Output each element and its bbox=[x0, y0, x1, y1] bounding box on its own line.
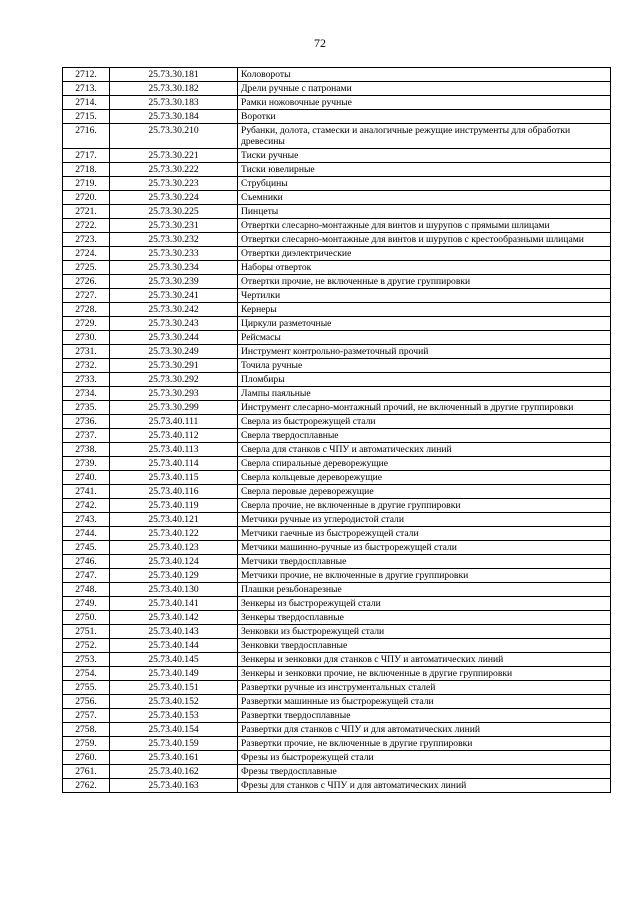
name-cell: Дрели ручные с патронами bbox=[238, 82, 611, 96]
row-number-cell: 2721. bbox=[63, 205, 110, 219]
code-cell: 25.73.30.242 bbox=[110, 303, 238, 317]
name-cell: Циркули разметочные bbox=[238, 317, 611, 331]
row-number-cell: 2713. bbox=[63, 82, 110, 96]
table-row bbox=[63, 751, 611, 765]
code-cell: 25.73.30.224 bbox=[110, 191, 238, 205]
row-number-cell: 2738. bbox=[63, 443, 110, 457]
name-cell: Метчики гаечные из быстрорежущей стали bbox=[238, 527, 611, 541]
code-cell: 25.73.40.151 bbox=[110, 681, 238, 695]
row-number-cell: 2750. bbox=[63, 611, 110, 625]
table-row bbox=[63, 219, 611, 233]
row-number-cell: 2716. bbox=[63, 124, 110, 149]
code-cell: 25.73.40.112 bbox=[110, 429, 238, 443]
name-cell: Развертки машинные из быстрорежущей стали bbox=[238, 695, 611, 709]
table-row bbox=[63, 709, 611, 723]
name-cell: Плашки резьбонарезные bbox=[238, 583, 611, 597]
name-cell: Сверла кольцевые дереворежущие bbox=[238, 471, 611, 485]
code-cell: 25.73.30.292 bbox=[110, 373, 238, 387]
name-cell: Сверла для станков с ЧПУ и автоматических линий bbox=[238, 443, 611, 457]
code-cell: 25.73.40.115 bbox=[110, 471, 238, 485]
table-row bbox=[63, 639, 611, 653]
table-row bbox=[63, 723, 611, 737]
page-number: 72 bbox=[314, 36, 326, 50]
table-row bbox=[63, 68, 611, 82]
table-row bbox=[63, 345, 611, 359]
code-cell: 25.73.40.119 bbox=[110, 499, 238, 513]
row-number-cell: 2755. bbox=[63, 681, 110, 695]
code-cell: 25.73.40.159 bbox=[110, 737, 238, 751]
name-cell: Фрезы твердосплавные bbox=[238, 765, 611, 779]
row-number-cell: 2735. bbox=[63, 401, 110, 415]
code-cell: 25.73.40.111 bbox=[110, 415, 238, 429]
table-row bbox=[63, 163, 611, 177]
name-cell: Точила ручные bbox=[238, 359, 611, 373]
table-row bbox=[63, 681, 611, 695]
name-cell: Тиски ювелирные bbox=[238, 163, 611, 177]
row-number-cell: 2712. bbox=[63, 68, 110, 82]
name-cell: Метчики ручные из углеродистой стали bbox=[238, 513, 611, 527]
table-row bbox=[63, 415, 611, 429]
table-row bbox=[63, 359, 611, 373]
name-cell: Наборы отверток bbox=[238, 261, 611, 275]
name-cell: Отвертки прочие, не включенные в другие группировки bbox=[238, 275, 611, 289]
name-cell: Зенковки из быстрорежущей стали bbox=[238, 625, 611, 639]
row-number-cell: 2729. bbox=[63, 317, 110, 331]
name-cell: Инструмент слесарно-монтажный прочий, не включенный в другие группировки bbox=[238, 401, 611, 415]
code-cell: 25.73.30.225 bbox=[110, 205, 238, 219]
row-number-cell: 2754. bbox=[63, 667, 110, 681]
row-number-cell: 2724. bbox=[63, 247, 110, 261]
table-row bbox=[63, 149, 611, 163]
row-number-cell: 2737. bbox=[63, 429, 110, 443]
code-cell: 25.73.40.114 bbox=[110, 457, 238, 471]
row-number-cell: 2727. bbox=[63, 289, 110, 303]
name-cell: Зенкеры и зенковки для станков с ЧПУ и автоматических линий bbox=[238, 653, 611, 667]
table-row bbox=[63, 597, 611, 611]
row-number-cell: 2743. bbox=[63, 513, 110, 527]
table-row bbox=[63, 695, 611, 709]
name-cell: Воротки bbox=[238, 110, 611, 124]
code-cell: 25.73.30.231 bbox=[110, 219, 238, 233]
table-row bbox=[63, 457, 611, 471]
code-cell: 25.73.40.122 bbox=[110, 527, 238, 541]
row-number-cell: 2732. bbox=[63, 359, 110, 373]
table-row bbox=[63, 667, 611, 681]
code-cell: 25.73.30.234 bbox=[110, 261, 238, 275]
table-row bbox=[63, 583, 611, 597]
name-cell: Сверла из быстрорежущей стали bbox=[238, 415, 611, 429]
code-cell: 25.73.40.153 bbox=[110, 709, 238, 723]
code-cell: 25.73.30.291 bbox=[110, 359, 238, 373]
row-number-cell: 2720. bbox=[63, 191, 110, 205]
row-number-cell: 2740. bbox=[63, 471, 110, 485]
code-cell: 25.73.30.299 bbox=[110, 401, 238, 415]
row-number-cell: 2736. bbox=[63, 415, 110, 429]
table-row bbox=[63, 247, 611, 261]
name-cell: Струбцины bbox=[238, 177, 611, 191]
code-cell: 25.73.40.149 bbox=[110, 667, 238, 681]
code-cell: 25.73.30.222 bbox=[110, 163, 238, 177]
row-number-cell: 2748. bbox=[63, 583, 110, 597]
code-cell: 25.73.40.163 bbox=[110, 779, 238, 793]
code-cell: 25.73.30.183 bbox=[110, 96, 238, 110]
row-number-cell: 2739. bbox=[63, 457, 110, 471]
row-number-cell: 2756. bbox=[63, 695, 110, 709]
row-number-cell: 2725. bbox=[63, 261, 110, 275]
code-cell: 25.73.40.141 bbox=[110, 597, 238, 611]
table-row bbox=[63, 275, 611, 289]
table-row bbox=[63, 96, 611, 110]
table-row bbox=[63, 765, 611, 779]
row-number-cell: 2752. bbox=[63, 639, 110, 653]
code-cell: 25.73.40.161 bbox=[110, 751, 238, 765]
code-cell: 25.73.30.232 bbox=[110, 233, 238, 247]
code-cell: 25.73.30.249 bbox=[110, 345, 238, 359]
row-number-cell: 2731. bbox=[63, 345, 110, 359]
row-number-cell: 2717. bbox=[63, 149, 110, 163]
name-cell: Пломбиры bbox=[238, 373, 611, 387]
code-cell: 25.73.40.121 bbox=[110, 513, 238, 527]
table-row bbox=[63, 429, 611, 443]
row-number-cell: 2757. bbox=[63, 709, 110, 723]
row-number-cell: 2742. bbox=[63, 499, 110, 513]
row-number-cell: 2751. bbox=[63, 625, 110, 639]
code-cell: 25.73.40.144 bbox=[110, 639, 238, 653]
row-number-cell: 2719. bbox=[63, 177, 110, 191]
table-row bbox=[63, 527, 611, 541]
row-number-cell: 2762. bbox=[63, 779, 110, 793]
code-cell: 25.73.40.124 bbox=[110, 555, 238, 569]
code-cell: 25.73.30.221 bbox=[110, 149, 238, 163]
table-row bbox=[63, 261, 611, 275]
name-cell: Отвертки диэлектрические bbox=[238, 247, 611, 261]
table-row bbox=[63, 499, 611, 513]
table-row bbox=[63, 82, 611, 96]
code-cell: 25.73.40.145 bbox=[110, 653, 238, 667]
table-row bbox=[63, 317, 611, 331]
code-cell: 25.73.30.210 bbox=[110, 124, 238, 149]
code-cell: 25.73.30.182 bbox=[110, 82, 238, 96]
table-row bbox=[63, 191, 611, 205]
row-number-cell: 2741. bbox=[63, 485, 110, 499]
table-row bbox=[63, 569, 611, 583]
code-cell: 25.73.30.293 bbox=[110, 387, 238, 401]
row-number-cell: 2714. bbox=[63, 96, 110, 110]
row-number-cell: 2753. bbox=[63, 653, 110, 667]
table-row bbox=[63, 387, 611, 401]
name-cell: Тиски ручные bbox=[238, 149, 611, 163]
code-cell: 25.73.30.243 bbox=[110, 317, 238, 331]
name-cell: Метчики твердосплавные bbox=[238, 555, 611, 569]
table-row bbox=[63, 401, 611, 415]
table-row bbox=[63, 331, 611, 345]
table-row bbox=[63, 653, 611, 667]
table-row bbox=[63, 485, 611, 499]
row-number-cell: 2759. bbox=[63, 737, 110, 751]
table-row bbox=[63, 737, 611, 751]
code-cell: 25.73.40.154 bbox=[110, 723, 238, 737]
name-cell: Фрезы из быстрорежущей стали bbox=[238, 751, 611, 765]
table-row bbox=[63, 513, 611, 527]
table-row bbox=[63, 555, 611, 569]
name-cell: Развертки твердосплавные bbox=[238, 709, 611, 723]
name-cell: Зенкеры и зенковки прочие, не включенные в другие группировки bbox=[238, 667, 611, 681]
name-cell: Кернеры bbox=[238, 303, 611, 317]
code-cell: 25.73.40.129 bbox=[110, 569, 238, 583]
code-cell: 25.73.40.162 bbox=[110, 765, 238, 779]
name-cell: Отвертки слесарно-монтажные для винтов и шурупов с прямыми шлицами bbox=[238, 219, 611, 233]
name-cell: Зенкеры из быстрорежущей стали bbox=[238, 597, 611, 611]
code-cell: 25.73.30.233 bbox=[110, 247, 238, 261]
name-cell: Зенковки твердосплавные bbox=[238, 639, 611, 653]
code-cell: 25.73.30.184 bbox=[110, 110, 238, 124]
name-cell: Развертки ручные из инструментальных сталей bbox=[238, 681, 611, 695]
row-number-cell: 2749. bbox=[63, 597, 110, 611]
table-row bbox=[63, 443, 611, 457]
name-cell: Метчики машинно-ручные из быстрорежущей стали bbox=[238, 541, 611, 555]
code-cell: 25.73.40.130 bbox=[110, 583, 238, 597]
code-cell: 25.73.30.239 bbox=[110, 275, 238, 289]
row-number-cell: 2718. bbox=[63, 163, 110, 177]
registry-table bbox=[62, 67, 611, 793]
table-row bbox=[63, 110, 611, 124]
table-row bbox=[63, 233, 611, 247]
name-cell: Отвертки слесарно-монтажные для винтов и шурупов с крестообразными шлицами bbox=[238, 233, 611, 247]
table-row bbox=[63, 289, 611, 303]
name-cell: Рамки ножовочные ручные bbox=[238, 96, 611, 110]
name-cell: Рубанки, долота, стамески и аналогичные режущие инструменты для обработки древесины bbox=[238, 124, 611, 149]
name-cell: Чертилки bbox=[238, 289, 611, 303]
row-number-cell: 2715. bbox=[63, 110, 110, 124]
row-number-cell: 2728. bbox=[63, 303, 110, 317]
row-number-cell: 2744. bbox=[63, 527, 110, 541]
name-cell: Развертки для станков с ЧПУ и для автоматических линий bbox=[238, 723, 611, 737]
row-number-cell: 2758. bbox=[63, 723, 110, 737]
row-number-cell: 2726. bbox=[63, 275, 110, 289]
row-number-cell: 2722. bbox=[63, 219, 110, 233]
code-cell: 25.73.30.241 bbox=[110, 289, 238, 303]
code-cell: 25.73.30.181 bbox=[110, 68, 238, 82]
row-number-cell: 2734. bbox=[63, 387, 110, 401]
code-cell: 25.73.30.223 bbox=[110, 177, 238, 191]
table-row bbox=[63, 471, 611, 485]
table-row bbox=[63, 373, 611, 387]
name-cell: Пинцеты bbox=[238, 205, 611, 219]
name-cell: Сверла твердосплавные bbox=[238, 429, 611, 443]
table-row bbox=[63, 541, 611, 555]
table-row bbox=[63, 177, 611, 191]
registry-table-body bbox=[63, 68, 611, 793]
name-cell: Сверла перовые дереворежущие bbox=[238, 485, 611, 499]
name-cell: Зенкеры твердосплавные bbox=[238, 611, 611, 625]
row-number-cell: 2746. bbox=[63, 555, 110, 569]
code-cell: 25.73.40.142 bbox=[110, 611, 238, 625]
row-number-cell: 2723. bbox=[63, 233, 110, 247]
name-cell: Фрезы для станков с ЧПУ и для автоматических линий bbox=[238, 779, 611, 793]
name-cell: Рейсмасы bbox=[238, 331, 611, 345]
code-cell: 25.73.40.113 bbox=[110, 443, 238, 457]
row-number-cell: 2730. bbox=[63, 331, 110, 345]
code-cell: 25.73.40.143 bbox=[110, 625, 238, 639]
name-cell: Сверла спиральные дереворежущие bbox=[238, 457, 611, 471]
code-cell: 25.73.40.123 bbox=[110, 541, 238, 555]
name-cell: Сверла прочие, не включенные в другие группировки bbox=[238, 499, 611, 513]
name-cell: Развертки прочие, не включенные в другие группировки bbox=[238, 737, 611, 751]
table-row bbox=[63, 625, 611, 639]
code-cell: 25.73.30.244 bbox=[110, 331, 238, 345]
table-row bbox=[63, 124, 611, 149]
table-row bbox=[63, 779, 611, 793]
row-number-cell: 2747. bbox=[63, 569, 110, 583]
table-row bbox=[63, 303, 611, 317]
row-number-cell: 2745. bbox=[63, 541, 110, 555]
table-row bbox=[63, 205, 611, 219]
row-number-cell: 2761. bbox=[63, 765, 110, 779]
name-cell: Коловороты bbox=[238, 68, 611, 82]
code-cell: 25.73.40.116 bbox=[110, 485, 238, 499]
row-number-cell: 2733. bbox=[63, 373, 110, 387]
table-row bbox=[63, 611, 611, 625]
name-cell: Инструмент контрольно-разметочный прочий bbox=[238, 345, 611, 359]
name-cell: Съемники bbox=[238, 191, 611, 205]
row-number-cell: 2760. bbox=[63, 751, 110, 765]
name-cell: Лампы паяльные bbox=[238, 387, 611, 401]
name-cell: Метчики прочие, не включенные в другие группировки bbox=[238, 569, 611, 583]
code-cell: 25.73.40.152 bbox=[110, 695, 238, 709]
